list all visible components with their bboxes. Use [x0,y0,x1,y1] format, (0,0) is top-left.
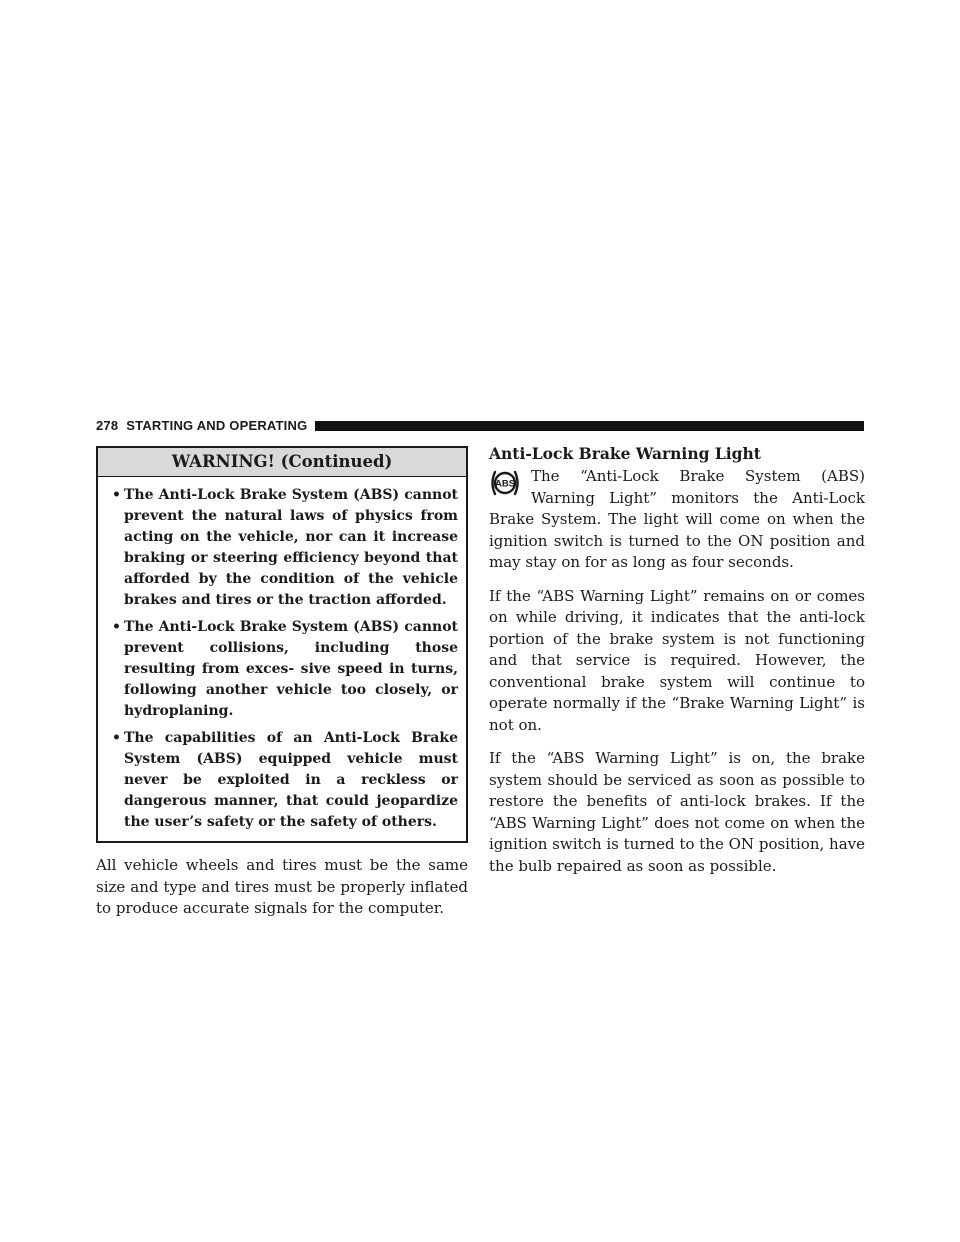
warning-item [112,728,458,833]
warning-title: WARNING! (Continued) [98,448,466,477]
section-name: STARTING AND OPERATING [126,418,308,433]
warning-item-text: The Anti-Lock Brake System (ABS) cannot prevent the natural laws of physics from acting on the vehicle, nor can it increase braking or steering efficiency beyond that afforded by the condition of the vehicle brakes and tires or the traction afforded. [124,487,458,608]
bullet-icon: • [112,619,121,635]
section-heading: Anti-Lock Brake Warning Light [489,444,761,463]
left-column [96,446,468,920]
abs-warning-light-icon [489,468,521,498]
header-rule [315,421,864,431]
abs-paragraph-3: If the “ABS Warning Light” is on, the brake system should be serviced as soon as possible to restore the benefits of anti-lock brakes. If the “ABS Warning Light” does not come on when the ignition switch is turned to the ON position, have the bulb repaired as soon as possible. [489,749,865,875]
warning-list [98,477,466,841]
abs-paragraph-2: If the “ABS Warning Light” remains on or comes on while driving, it indicates that the anti-lock portion of the brake system is not functioning and that service is required. However, the conventional brake system will continue to operate normally if the “Brake Warning Light” is not on. [489,586,865,734]
right-column [489,444,865,877]
wheels-tires-paragraph: All vehicle wheels and tires must be the same size and type and tires must be properly inflated to produce accurate signals for the computer. [96,856,468,917]
abs-paragraph-1: The “Anti-Lock Brake System (ABS) Warning Light” monitors the Anti-Lock Brake System. The light will come on when the ignition switch is turned to the ON position and may stay on for as long as four seconds. [489,467,865,571]
page-number: 278 [96,418,119,433]
bullet-icon: • [112,730,121,746]
warning-box [96,446,468,843]
abs-icon-label: ABS [494,478,516,490]
warning-item-text: The capabilities of an Anti-Lock Brake System (ABS) equipped vehicle must never be exploited in a reckless or dangerous manner, that could jeopardize the user’s safety or the safety of others. [124,730,458,830]
warning-item-text: The Anti-Lock Brake System (ABS) cannot prevent collisions, including those resulting from exces- sive speed in turns, following another vehicle too closely, or hydroplaning. [124,619,458,719]
warning-item [112,617,458,722]
warning-item [112,485,458,611]
bullet-icon: • [112,487,121,503]
page-header [96,416,864,436]
